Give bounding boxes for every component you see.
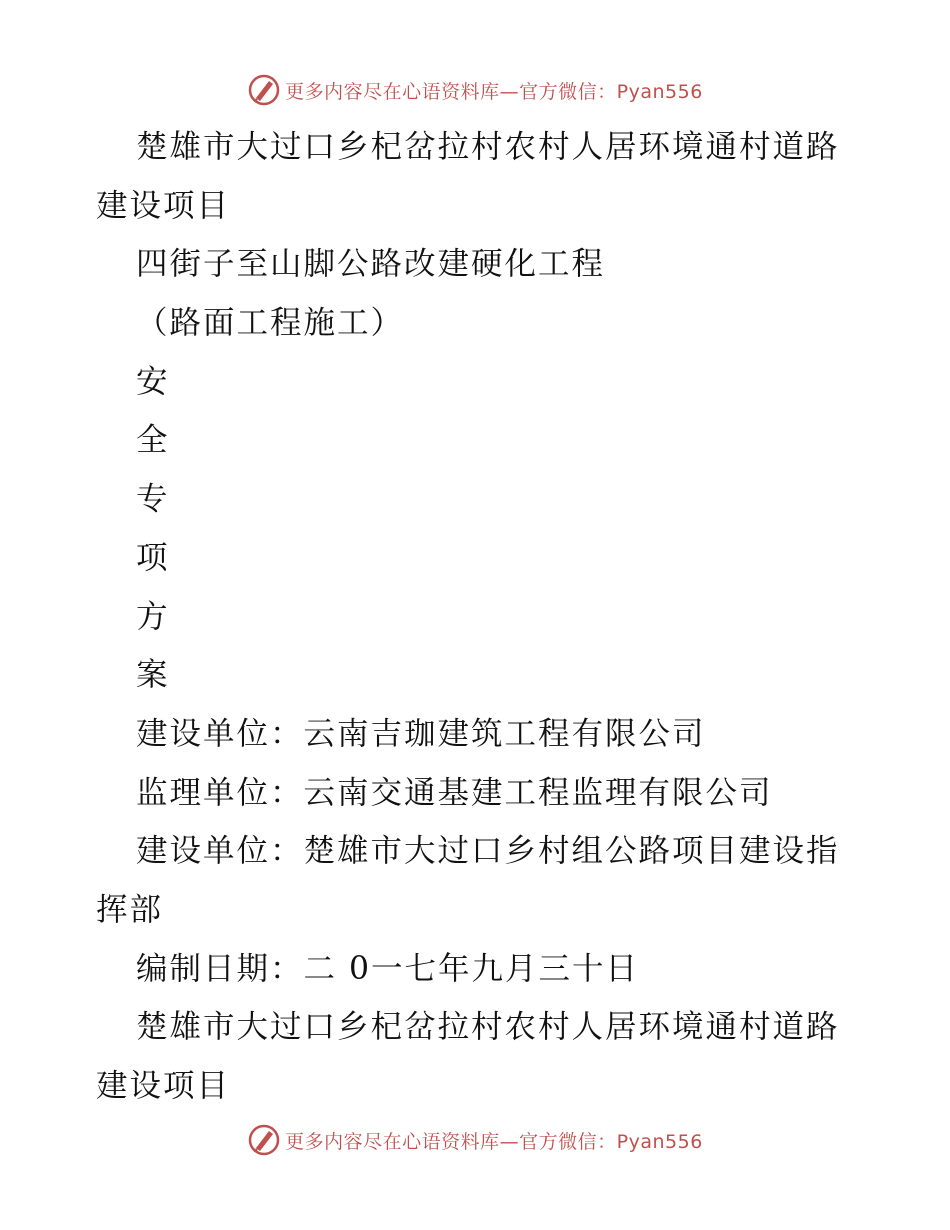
text-line: 建设单位：云南吉珈建筑工程有限公司 — [136, 715, 706, 752]
text-line: 楚雄市大过口乡杞岔拉村农村人居环境通村道路 — [136, 129, 840, 165]
pen-logo-icon — [247, 1123, 281, 1157]
pen-logo-icon — [247, 73, 281, 107]
banner-text: 更多内容尽在心语资料库—官方微信：Pyan556 — [285, 1130, 703, 1153]
text-line: 建设项目 — [96, 1068, 231, 1104]
text-line: 四街子至山脚公路改建硬化工程 — [136, 246, 606, 283]
text-line: 编制日期：二 0一七年九月三十日 — [136, 950, 640, 987]
text-line: 建设单位：楚雄市大过口乡村组公路项目建设指 — [136, 833, 840, 870]
footer-banner — [0, 1120, 950, 1160]
text-line: 安 — [136, 363, 170, 400]
banner-text: 更多内容尽在心语资料库—官方微信：Pyan556 — [285, 80, 703, 103]
text-line: （路面工程施工） — [136, 305, 405, 342]
text-line: 建设项目 — [96, 187, 231, 224]
header-banner — [0, 70, 950, 110]
document-body — [96, 118, 866, 1116]
text-line: 楚雄市大过口乡杞岔拉村农村人居环境通村道路 — [136, 1009, 840, 1046]
text-line: 全 — [136, 422, 170, 459]
text-line: 专 — [136, 481, 170, 518]
text-line: 监理单位：云南交通基建工程监理有限公司 — [136, 774, 773, 811]
text-line: 项 — [136, 539, 170, 576]
text-line: 案 — [136, 657, 170, 694]
text-line: 方 — [136, 598, 170, 635]
text-line: 挥部 — [96, 891, 164, 928]
